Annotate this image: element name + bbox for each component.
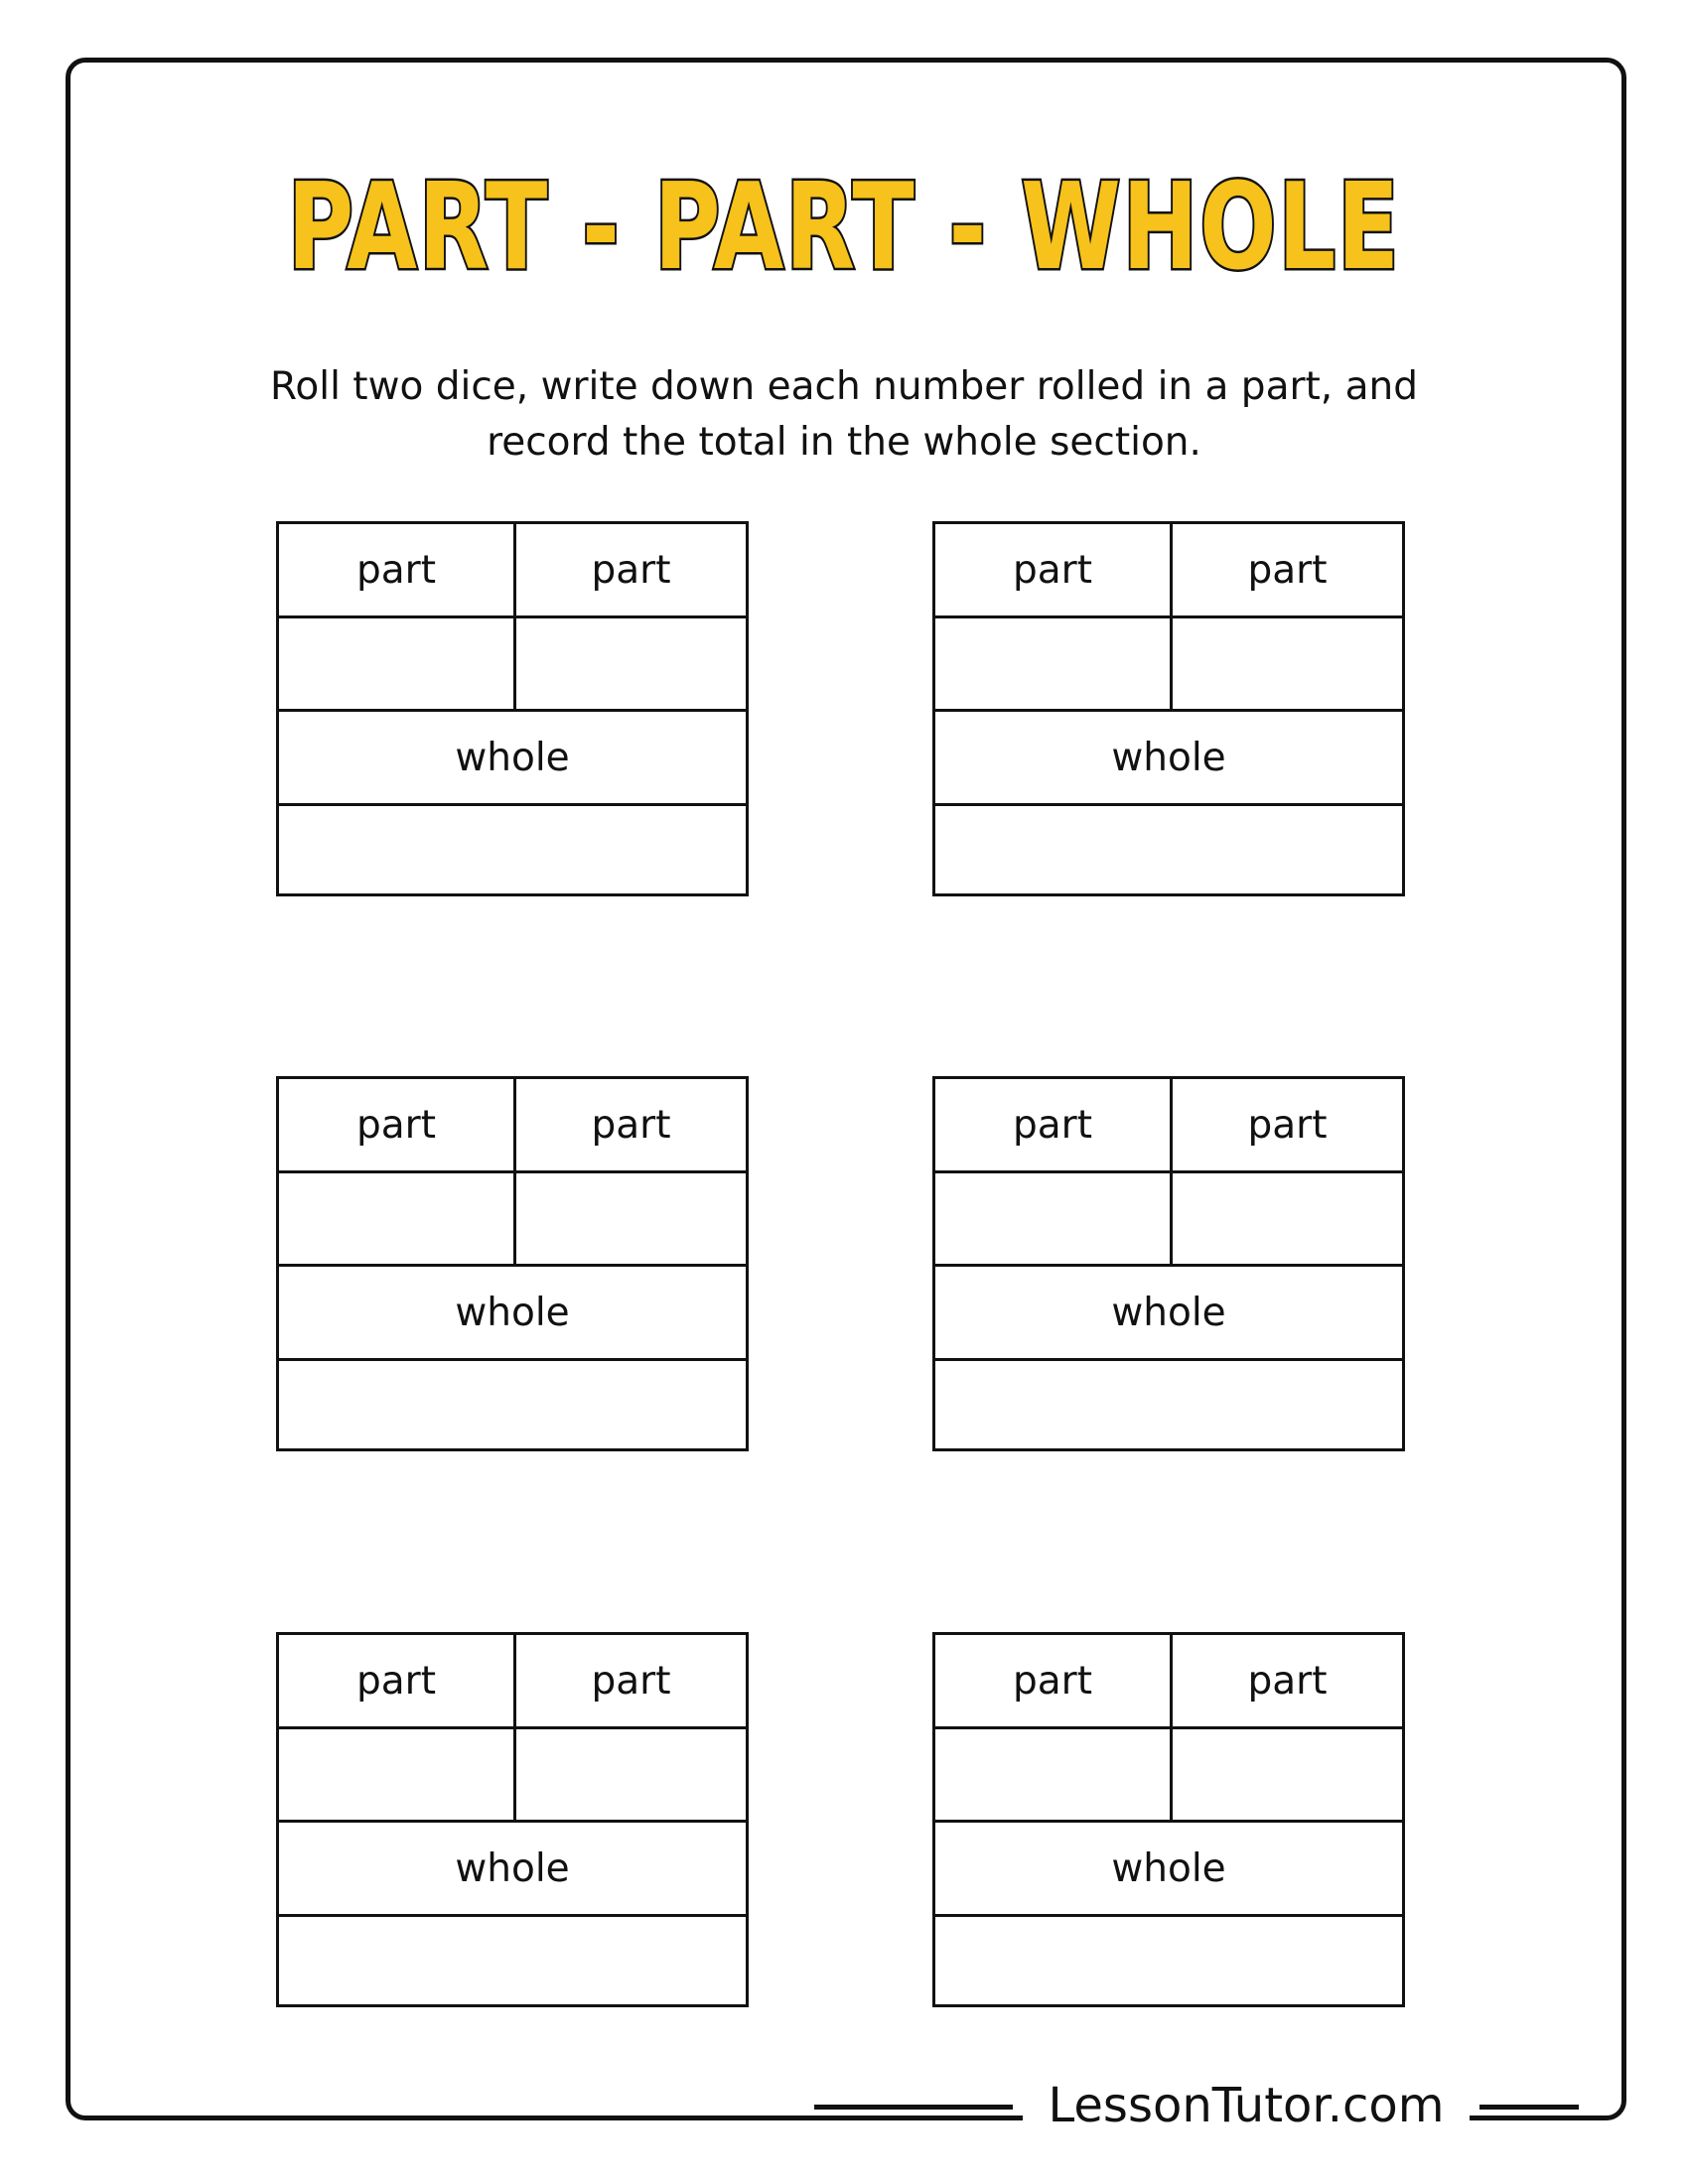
whole-label: whole: [935, 1823, 1402, 1917]
part-answer-cell[interactable]: [279, 1173, 516, 1267]
part-part-whole-box: [276, 521, 749, 896]
part-part-whole-box: [276, 1632, 749, 2007]
part-label: part: [516, 524, 746, 618]
part-part-whole-box: [932, 521, 1405, 896]
part-answer-cell[interactable]: [279, 618, 516, 712]
instructions-line-1: Roll two dice, write down each number rolled in a part, and: [270, 364, 1418, 409]
part-answer-cell[interactable]: [1173, 1729, 1402, 1823]
whole-answer-cell[interactable]: [279, 1361, 746, 1448]
part-answer-cell[interactable]: [1173, 1173, 1402, 1267]
part-label: part: [1173, 524, 1402, 618]
part-answer-cell[interactable]: [516, 618, 746, 712]
part-label: part: [279, 1635, 516, 1729]
part-answer-cell[interactable]: [935, 1729, 1173, 1823]
whole-answer-cell[interactable]: [279, 1917, 746, 2004]
whole-answer-cell[interactable]: [935, 806, 1402, 893]
part-label: part: [935, 1079, 1173, 1173]
part-part-whole-box: [932, 1076, 1405, 1451]
whole-label: whole: [279, 712, 746, 806]
part-label: part: [279, 1079, 516, 1173]
footer-site-name: LessonTutor.com: [1023, 2076, 1470, 2135]
footer-rule-right: [1479, 2105, 1579, 2110]
part-answer-cell[interactable]: [516, 1173, 746, 1267]
whole-answer-cell[interactable]: [279, 806, 746, 893]
whole-answer-cell[interactable]: [935, 1361, 1402, 1448]
footer-rule-left: [814, 2105, 1013, 2110]
part-answer-cell[interactable]: [1173, 618, 1402, 712]
part-answer-cell[interactable]: [279, 1729, 516, 1823]
part-label: part: [516, 1079, 746, 1173]
instructions-line-2: record the total in the whole section.: [487, 420, 1201, 465]
instructions: [218, 359, 1470, 471]
whole-label: whole: [935, 712, 1402, 806]
part-label: part: [935, 524, 1173, 618]
worksheet-title: PART - PART - WHOLE: [287, 159, 1401, 297]
part-label: part: [516, 1635, 746, 1729]
whole-answer-cell[interactable]: [935, 1917, 1402, 2004]
part-answer-cell[interactable]: [935, 618, 1173, 712]
part-label: part: [279, 524, 516, 618]
part-label: part: [1173, 1635, 1402, 1729]
part-answer-cell[interactable]: [935, 1173, 1173, 1267]
part-label: part: [935, 1635, 1173, 1729]
whole-label: whole: [935, 1267, 1402, 1361]
part-part-whole-box: [276, 1076, 749, 1451]
part-answer-cell[interactable]: [516, 1729, 746, 1823]
part-part-whole-box: [932, 1632, 1405, 2007]
part-label: part: [1173, 1079, 1402, 1173]
whole-label: whole: [279, 1267, 746, 1361]
whole-label: whole: [279, 1823, 746, 1917]
